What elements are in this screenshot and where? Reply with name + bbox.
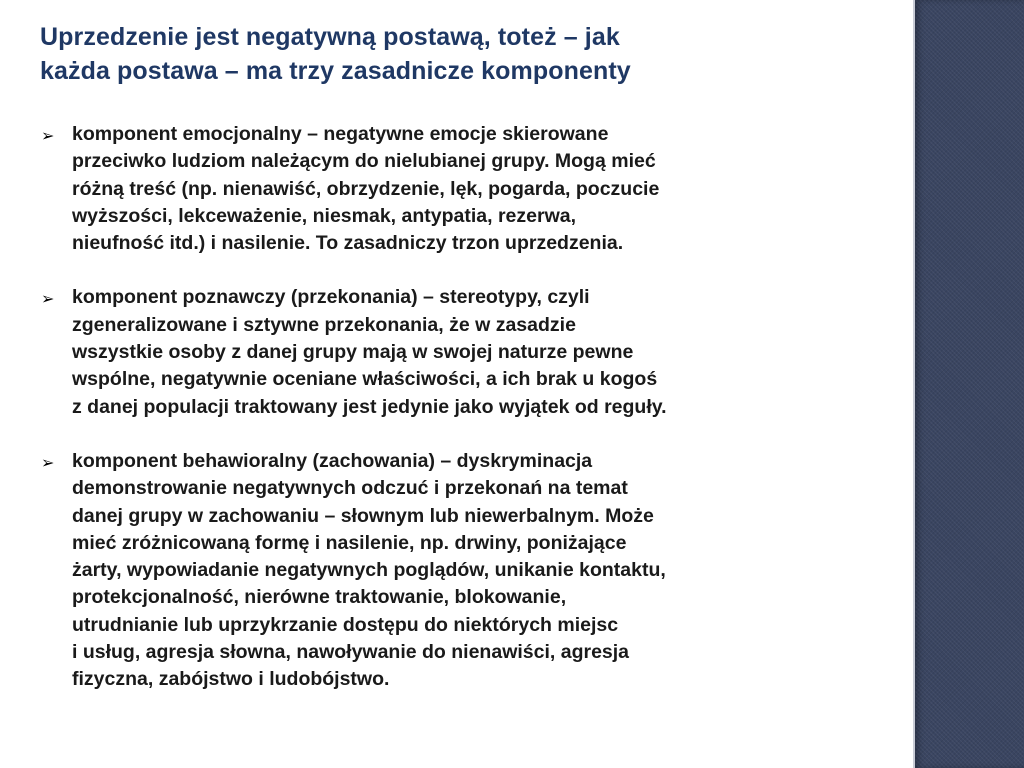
text-line: nieufność itd.) i nasilenie. To zasadniczy trzon uprzedzenia. xyxy=(72,232,624,255)
text-line: komponent emocjonalny – negatywne emocje skierowane xyxy=(72,123,609,145)
text-line: danej grupy w zachowaniu – słownym lub niewerbalnym. Może xyxy=(72,504,654,527)
text-line: różną treść (np. nienawiść, obrzydzenie, lęk, pogarda, poczucie xyxy=(72,177,660,200)
text-line: utrudnianie lub uprzykrzanie dostępu do niektórych miejsc xyxy=(72,613,619,636)
bullet-text xyxy=(72,284,900,420)
text-line: komponent poznawczy (przekonania) – stereotypy, czyli xyxy=(72,286,590,309)
text-line: zgeneralizowane i sztywne przekonania, że w zasadzie xyxy=(72,313,576,336)
arrowhead-bullet-icon: ➢ xyxy=(41,126,55,145)
text-line: wszystkie osoby z danej grupy mają w swojej naturze pewne xyxy=(72,341,634,364)
text-line: protekcjonalność, nierówne traktowanie, blokowanie, xyxy=(72,586,567,609)
arrowhead-bullet-icon: ➢ xyxy=(41,452,55,472)
text-line: fizyczna, zabójstwo i ludobójstwo. xyxy=(72,668,390,691)
text-line: wyższości, lekceważenie, niesmak, antypatia, rezerwa, xyxy=(72,204,577,227)
bullet-item-behavioral xyxy=(40,448,900,694)
text-line: komponent behawioralny (zachowania) – dyskryminacja xyxy=(72,449,593,472)
arrowhead-bullet-icon: ➢ xyxy=(41,289,55,309)
text-line: z danej populacji traktowany jest jedynie jako wyjątek od reguły. xyxy=(72,395,667,418)
bullet-text xyxy=(72,448,900,694)
decorative-side-band xyxy=(913,0,1024,768)
text-line: i usług, agresja słowna, nawoływanie do nienawiści, agresja xyxy=(72,641,630,664)
bullet-item-emotional xyxy=(40,121,900,257)
bullet-text xyxy=(72,121,900,257)
title-line: Uprzedzenie jest negatywną postawą, toteż – jak xyxy=(40,23,620,51)
text-line: mieć zróżnicowaną formę i nasilenie, np. drwiny, poniżające xyxy=(72,531,627,554)
text-line: żarty, wypowiadanie negatywnych poglądów, unikanie kontaktu, xyxy=(72,559,666,582)
title-line: każda postawa – ma trzy zasadnicze komponenty xyxy=(40,57,631,85)
text-line: demonstrowanie negatywnych odczuć i przekonań na temat xyxy=(72,477,628,500)
slide-title xyxy=(40,20,900,88)
text-line: przeciwko ludziom należącym do nielubianej grupy. Mogą mieć xyxy=(72,150,656,173)
bullet-list xyxy=(40,121,900,694)
text-line: wspólne, negatywnie oceniane właściwości, a ich brak u kogoś xyxy=(72,368,658,391)
bullet-item-cognitive xyxy=(40,284,900,420)
